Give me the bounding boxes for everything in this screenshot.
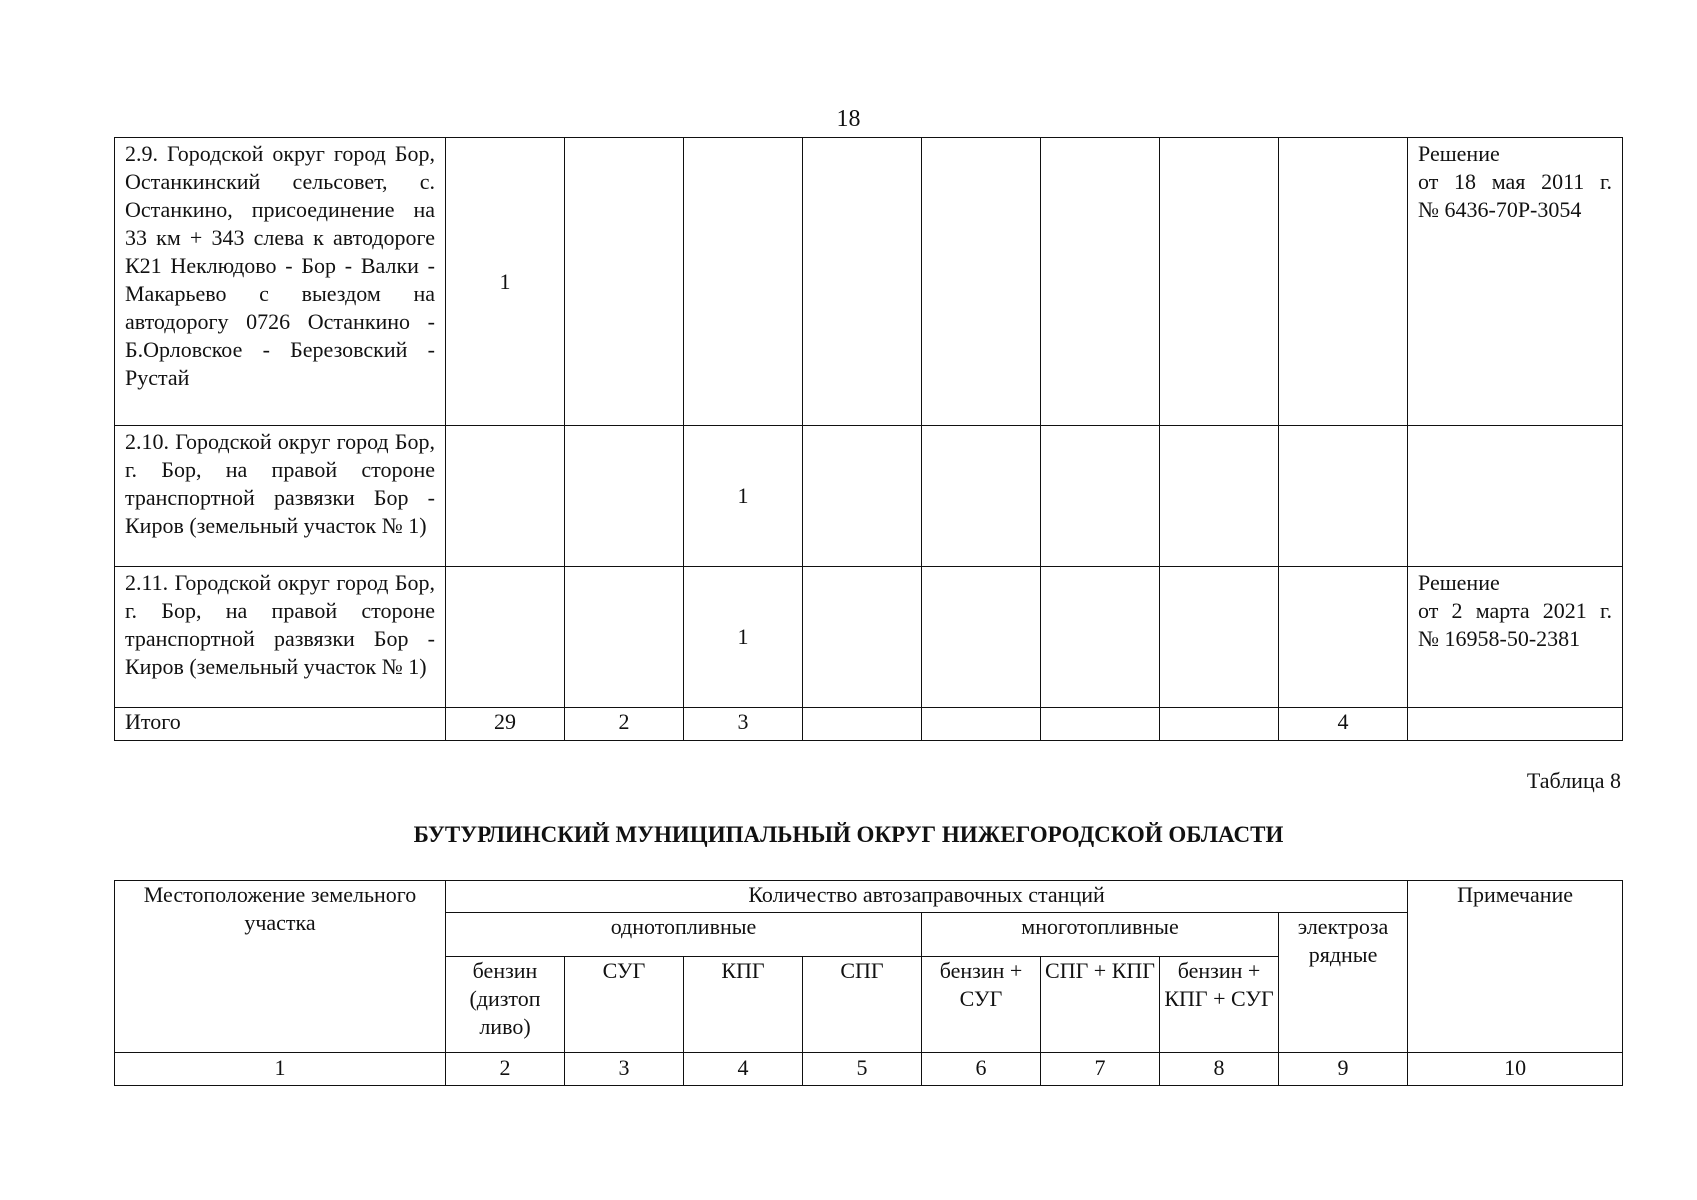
count-cell [922,567,1041,708]
fuel-column-header: бензин (дизтоп ливо) [446,957,565,1053]
count-cell: 1 [684,426,803,567]
table-row [115,426,1623,567]
note-cell [1408,138,1623,426]
total-label: Итого [115,708,446,741]
count-cell [922,426,1041,567]
total-cell [922,708,1041,741]
total-note [1408,708,1623,741]
column-index: 7 [1041,1053,1160,1086]
total-cell [1160,708,1279,741]
fuel-column-header: СПГ + КПГ [1041,957,1160,1053]
column-index: 9 [1279,1053,1408,1086]
count-cell [684,138,803,426]
count-cell [565,567,684,708]
table-label: Таблица 8 [1526,768,1621,793]
count-cell [565,138,684,426]
table-row [115,567,1623,708]
gas-stations-table [114,880,1623,1086]
note-line: № 16958-50-2381 [1418,626,1581,651]
page-number: 18 [836,106,861,132]
column-index: 2 [446,1053,565,1086]
total-cell: 29 [446,708,565,741]
count-cell [446,426,565,567]
count-header: Количество автозаправочных станций [446,881,1408,913]
note-line: № 6436-70Р-3054 [1418,197,1582,222]
total-cell: 2 [565,708,684,741]
total-cell: 4 [1279,708,1408,741]
total-cell: 3 [684,708,803,741]
count-cell [1279,567,1408,708]
note-cell [1408,426,1623,567]
fuel-column-header: бензин + СУГ [922,957,1041,1053]
header-row [115,881,1623,913]
count-cell [446,567,565,708]
location-cell: 2.11. Городской округ город Бор, г. Бор, на правой стороне транспортной развязки Бор - Киров (земельный участок № 1) [115,567,446,708]
count-cell [1041,567,1160,708]
fuel-column-header: СПГ [803,957,922,1053]
count-cell [1041,138,1160,426]
count-cell [1041,426,1160,567]
location-cell: 2.9. Городской округ город Бор, Останкинский сельсовет, с. Останкино, присоединение на 33 км + 343 слева к автодороге К21 Неклюдово - Бор - Валки - Макарьево с выездом на автодорогу 0726 Останкино - Б.Орловское - Березовский - Рустай [115,138,446,426]
fuel-column-header: КПГ [684,957,803,1053]
single-fuel-header: однотопливные [446,913,922,957]
count-cell [565,426,684,567]
count-cell [803,138,922,426]
count-cell [1160,426,1279,567]
fuel-column-header: СУГ [565,957,684,1053]
note-line: от 18 мая 2011 г. [1418,169,1612,194]
count-cell [1160,138,1279,426]
section-title: БУТУРЛИНСКИЙ МУНИЦИПАЛЬНЫЙ ОКРУГ НИЖЕГОРОДСКОЙ ОБЛАСТИ [413,822,1284,847]
column-index: 8 [1160,1053,1279,1086]
count-cell: 1 [446,138,565,426]
table-row [115,138,1623,426]
count-cell [1279,138,1408,426]
count-cell [922,138,1041,426]
column-index: 1 [115,1053,446,1086]
column-index: 6 [922,1053,1041,1086]
location-cell: 2.10. Городской округ город Бор, г. Бор, на правой стороне транспортной развязки Бор - Киров (земельный участок № 1) [115,426,446,567]
location-header: Местоположение земельного участка [115,881,446,1053]
note-line: от 2 марта 2021 г. [1418,598,1612,623]
column-index-row [115,1053,1623,1086]
note-header: Примечание [1408,881,1623,1053]
count-cell [803,426,922,567]
column-index: 3 [565,1053,684,1086]
total-cell [1041,708,1160,741]
column-index: 4 [684,1053,803,1086]
fuel-column-header: бензин + КПГ + СУГ [1160,957,1279,1053]
count-cell [803,567,922,708]
count-cell [1160,567,1279,708]
electric-header: электроза рядные [1279,913,1408,1053]
note-cell [1408,567,1623,708]
count-cell [1279,426,1408,567]
column-index: 10 [1408,1053,1623,1086]
total-cell [803,708,922,741]
note-line: Решение [1418,141,1500,166]
multi-fuel-header: многотопливные [922,913,1279,957]
note-line: Решение [1418,570,1500,595]
total-row [115,708,1623,741]
column-index: 5 [803,1053,922,1086]
count-cell: 1 [684,567,803,708]
gas-stations-table-continued [114,137,1623,741]
